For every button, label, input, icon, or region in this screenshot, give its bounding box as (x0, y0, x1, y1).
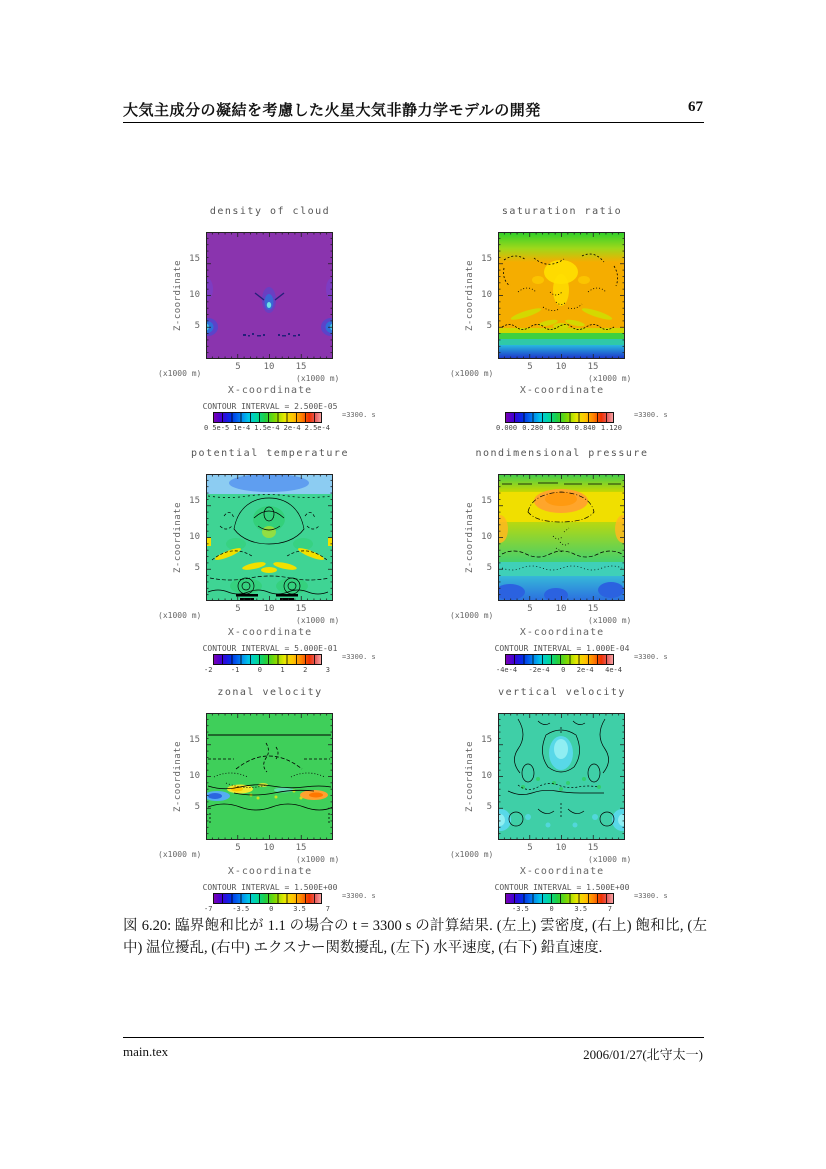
header-title: 大気主成分の凝結を考慮した火星大気非静力学モデルの開発 (123, 102, 541, 119)
y-axis-label: Z-coordinate (465, 740, 475, 813)
x-tick-label: 15 (295, 362, 307, 372)
y-tick-label: 5 (194, 321, 200, 331)
colorbar-labels (512, 905, 612, 913)
colorbar-tick: 0 (549, 905, 554, 913)
x-tick-label: 5 (527, 843, 533, 853)
plot-canvas (206, 232, 333, 359)
x-tick-label: 10 (263, 843, 275, 853)
x-tick-label: 10 (263, 604, 275, 614)
axis-unit-label: (x1000 m) (588, 374, 632, 383)
colorbar-tick: 0 (204, 424, 209, 432)
contour-interval-label: CONTOUR INTERVAL = 1.500E+00 (202, 883, 338, 892)
y-tick-label: 5 (486, 321, 492, 331)
x-axis-label: X-coordinate (227, 627, 313, 638)
y-tick-label: 10 (481, 532, 492, 542)
y-tick-label: 15 (189, 254, 200, 264)
colorbar-labels (204, 905, 330, 913)
axis-unit-label: (x1000 m) (296, 855, 340, 864)
plot-canvas (498, 232, 625, 359)
plot-title: density of cloud (209, 206, 331, 217)
colorbar-tick: 0 (269, 905, 274, 913)
y-tick-label: 15 (481, 496, 492, 506)
plot-title: potential temperature (191, 448, 349, 459)
colorbar-tick: 1.5e-4 (254, 424, 280, 432)
y-axis-label: Z-coordinate (465, 501, 475, 574)
y-tick-label: 5 (486, 802, 492, 812)
colorbar-labels (204, 666, 330, 674)
colorbar (505, 412, 614, 423)
colorbar (505, 893, 614, 904)
colorbar (213, 654, 322, 665)
colorbar-tick: -4e-4 (496, 666, 518, 674)
panel-nondimensional-pressure (412, 442, 712, 682)
colorbar-tick: 5e-5 (212, 424, 230, 432)
contour-interval-label: CONTOUR INTERVAL = 2.500E-05 (202, 402, 338, 411)
axis-unit-label: (x1000 m) (450, 850, 494, 859)
x-tick-label: 5 (235, 843, 241, 853)
colorbar-labels (496, 666, 622, 674)
colorbar-tick: -3.5 (512, 905, 529, 913)
colorbar-tick: 0.280 (522, 424, 544, 432)
contour-interval-label: CONTOUR INTERVAL = 1.500E+00 (494, 883, 630, 892)
colorbar-tick: 1 (280, 666, 285, 674)
plot-title: saturation ratio (501, 206, 623, 217)
y-tick-label: 10 (481, 771, 492, 781)
y-tick-label: 5 (194, 563, 200, 573)
colorbar-tick: -2e-4 (528, 666, 550, 674)
plot-title: zonal velocity (217, 687, 323, 698)
colorbar-tick: 3.5 (574, 905, 588, 913)
x-tick-label: 10 (555, 362, 567, 372)
x-tick-label: 5 (527, 362, 533, 372)
y-tick-label: 10 (189, 771, 200, 781)
colorbar-tick: 2e-4 (576, 666, 594, 674)
time-label: =3300. s (342, 892, 376, 900)
time-label: =3300. s (342, 411, 376, 419)
x-axis-label: X-coordinate (519, 866, 605, 877)
time-label: =3300. s (634, 653, 668, 661)
colorbar-tick: 0 (561, 666, 566, 674)
x-tick-label: 15 (587, 604, 599, 614)
panel-density-of-cloud (120, 200, 420, 440)
colorbar-tick: 3.5 (293, 905, 306, 913)
colorbar-tick: 2 (303, 666, 308, 674)
colorbar-tick: 0.560 (548, 424, 570, 432)
x-tick-label: 10 (555, 604, 567, 614)
time-label: =3300. s (342, 653, 376, 661)
y-tick-label: 15 (189, 735, 200, 745)
contour-interval-label: CONTOUR INTERVAL = 1.000E-04 (494, 644, 630, 653)
footer-rule (123, 1037, 704, 1038)
colorbar-tick: 0.000 (496, 424, 518, 432)
y-tick-label: 15 (481, 254, 492, 264)
x-tick-label: 5 (527, 604, 533, 614)
x-tick-label: 15 (295, 843, 307, 853)
axis-unit-label: (x1000 m) (158, 611, 202, 620)
colorbar-tick: -2 (204, 666, 213, 674)
footer-filename: main.tex (123, 1044, 169, 1059)
x-tick-label: 15 (587, 843, 599, 853)
header-rule (123, 122, 704, 123)
y-tick-label: 10 (189, 290, 200, 300)
colorbar (213, 893, 322, 904)
colorbar-tick: -1 (230, 666, 240, 674)
x-tick-label: 15 (587, 362, 599, 372)
colorbar (505, 654, 614, 665)
x-tick-label: 5 (235, 604, 241, 614)
y-tick-label: 10 (481, 290, 492, 300)
colorbar-tick: 0.840 (574, 424, 596, 432)
colorbar-tick: 3 (325, 666, 330, 674)
axis-unit-label: (x1000 m) (296, 374, 340, 383)
colorbar-tick: 1e-4 (233, 424, 251, 432)
y-tick-label: 15 (189, 496, 200, 506)
axis-unit-label: (x1000 m) (158, 369, 202, 378)
x-axis-label: X-coordinate (519, 385, 605, 396)
y-tick-label: 5 (194, 802, 200, 812)
y-axis-label: Z-coordinate (173, 259, 183, 332)
panel-saturation-ratio (412, 200, 712, 440)
axis-unit-label: (x1000 m) (450, 369, 494, 378)
axis-unit-label: (x1000 m) (588, 855, 632, 864)
x-tick-label: 5 (235, 362, 241, 372)
colorbar-labels (204, 424, 330, 432)
x-tick-label: 10 (555, 843, 567, 853)
colorbar-tick: 2.5e-4 (304, 424, 330, 432)
plot-canvas (498, 713, 625, 840)
panel-zonal-velocity (120, 681, 420, 921)
colorbar-tick: -3.5 (232, 905, 250, 913)
colorbar (213, 412, 322, 423)
x-axis-label: X-coordinate (519, 627, 605, 638)
panel-vertical-velocity (412, 681, 712, 921)
y-axis-label: Z-coordinate (465, 259, 475, 332)
time-label: =3300. s (634, 892, 668, 900)
colorbar-tick: 0 (257, 666, 262, 674)
page-number: 67 (688, 99, 703, 115)
colorbar-tick: -7 (204, 905, 213, 913)
y-tick-label: 15 (481, 735, 492, 745)
axis-unit-label: (x1000 m) (450, 611, 494, 620)
plot-canvas (206, 713, 333, 840)
plot-canvas (498, 474, 625, 601)
colorbar-tick: 1.120 (600, 424, 622, 432)
time-label: =3300. s (634, 411, 668, 419)
plot-canvas (206, 474, 333, 601)
plot-title: vertical velocity (498, 687, 626, 698)
colorbar-tick: 7 (325, 905, 330, 913)
colorbar-tick: 7 (607, 905, 612, 913)
contour-interval-label: CONTOUR INTERVAL = 5.000E-01 (202, 644, 338, 653)
colorbar-labels (496, 424, 622, 432)
plot-title: nondimensional pressure (475, 448, 649, 459)
colorbar-tick: 4e-4 (605, 666, 622, 674)
x-axis-label: X-coordinate (227, 866, 313, 877)
colorbar-tick: 2e-4 (283, 424, 301, 432)
axis-unit-label: (x1000 m) (296, 616, 340, 625)
y-axis-label: Z-coordinate (173, 740, 183, 813)
x-axis-label: X-coordinate (227, 385, 313, 396)
y-axis-label: Z-coordinate (173, 501, 183, 574)
panel-potential-temperature (120, 442, 420, 682)
y-tick-label: 10 (189, 532, 200, 542)
axis-unit-label: (x1000 m) (158, 850, 202, 859)
figure-caption: 図 6.20: 臨界飽和比が 1.1 の場合の t = 3300 s の計算結果. (左上) 雲密度, (右上) 飽和比, (左中) 温位擾乱, (右中) エクスナー関数擾乱, (左下) 水平速度, (右下) 鉛直速度. (123, 918, 707, 956)
x-tick-label: 10 (263, 362, 275, 372)
x-tick-label: 15 (295, 604, 307, 614)
y-tick-label: 5 (486, 563, 492, 573)
axis-unit-label: (x1000 m) (588, 616, 632, 625)
footer-date-author: 2006/01/27(北守太一) (583, 1047, 703, 1062)
